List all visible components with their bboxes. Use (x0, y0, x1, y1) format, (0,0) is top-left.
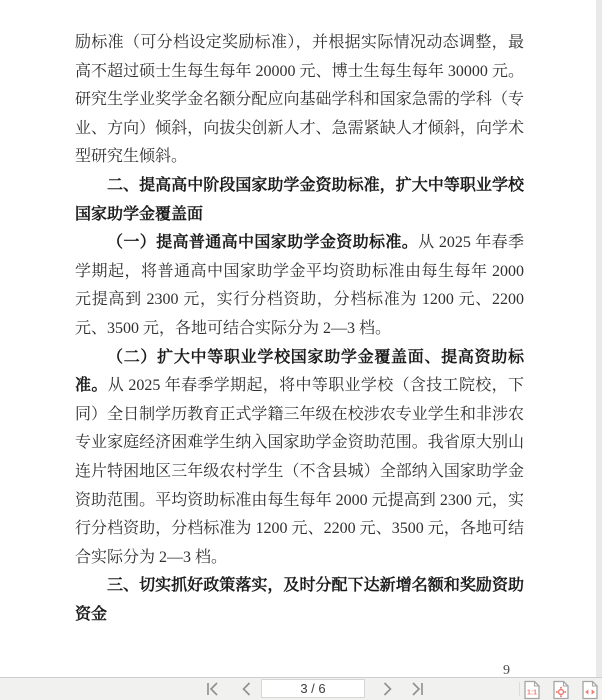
first-page-button[interactable] (203, 678, 223, 700)
item-2-lead: （二）扩大中等职业学校国家助学金覆盖面、提高资助标准。 (75, 348, 524, 395)
page-indicator-input[interactable] (261, 679, 365, 698)
viewer-toolbar (0, 677, 602, 700)
actual-size-button[interactable] (522, 679, 542, 700)
first-page-icon (206, 681, 220, 697)
next-page-button[interactable] (377, 678, 397, 700)
svg-text:1:1: 1:1 (526, 689, 538, 696)
last-page-icon (410, 681, 424, 697)
paragraph-item-1 (75, 229, 524, 343)
section-heading-2: 二、提高高中阶段国家助学金资助标准，扩大中等职业学校国家助学金覆盖面 (75, 176, 524, 223)
fit-page-button[interactable] (551, 679, 571, 700)
actual-size-icon (523, 680, 541, 700)
document-text (75, 29, 524, 629)
item-1-lead: （一）提高普通高中国家助学金资助标准。 (107, 234, 419, 252)
paragraph-item-2 (75, 344, 524, 573)
prev-page-button[interactable] (236, 678, 256, 700)
fit-width-button[interactable] (580, 679, 600, 700)
vertical-scrollbar[interactable] (596, 0, 602, 677)
chevron-left-icon (240, 681, 253, 697)
chevron-right-icon (381, 681, 394, 697)
item-1-text: 从 2025 年春季学期起，将普通高中国家助学金平均资助标准由每生每年 2000 元提高到 2300 元，实行分档资助，分档标准为 1200 元、2200 元、3500 元，各地可结合实际分为 2—3 档。 (75, 234, 524, 337)
fit-width-icon (581, 680, 599, 700)
fit-page-icon (552, 680, 570, 700)
document-page-number: 9 (503, 663, 510, 677)
last-page-button[interactable] (407, 678, 427, 700)
section-heading-3: 三、切实抓好政策落实，及时分配下达新增名额和奖励资助资金 (75, 577, 524, 623)
item-2-text: 从 2025 年春季学期起，将中等职业学校（含技工院校，下同）全日制学历教育正式学籍三年级在校涉农专业学生和非涉农专业家庭经济困难学生纳入国家助学金资助范围。我省原大别山连片特困地区三年级农村学生（不含县城）全部纳入国家助学金资助范围。平均资助标准由每生每年 2000 元提高到 2300 元，实行分档资助，分档标准为 1200 元、2200 元、3500 元，各地可结合实际分为 2—3 档。 (75, 377, 524, 566)
toolbar-separator (519, 682, 520, 696)
paragraph-graduate-scholarship: 励标准（可分档设定奖励标准），并根据实际情况动态调整，最高不超过硕士生每生每年 20000 元、博士生每生每年 30000 元。研究生学业奖学金名额分配应向基础学科和国家急需的学科（专业、方向）倾斜，向拔尖创新人才、急需紧缺人才倾斜，向学术型研究生倾斜。 (75, 34, 524, 166)
